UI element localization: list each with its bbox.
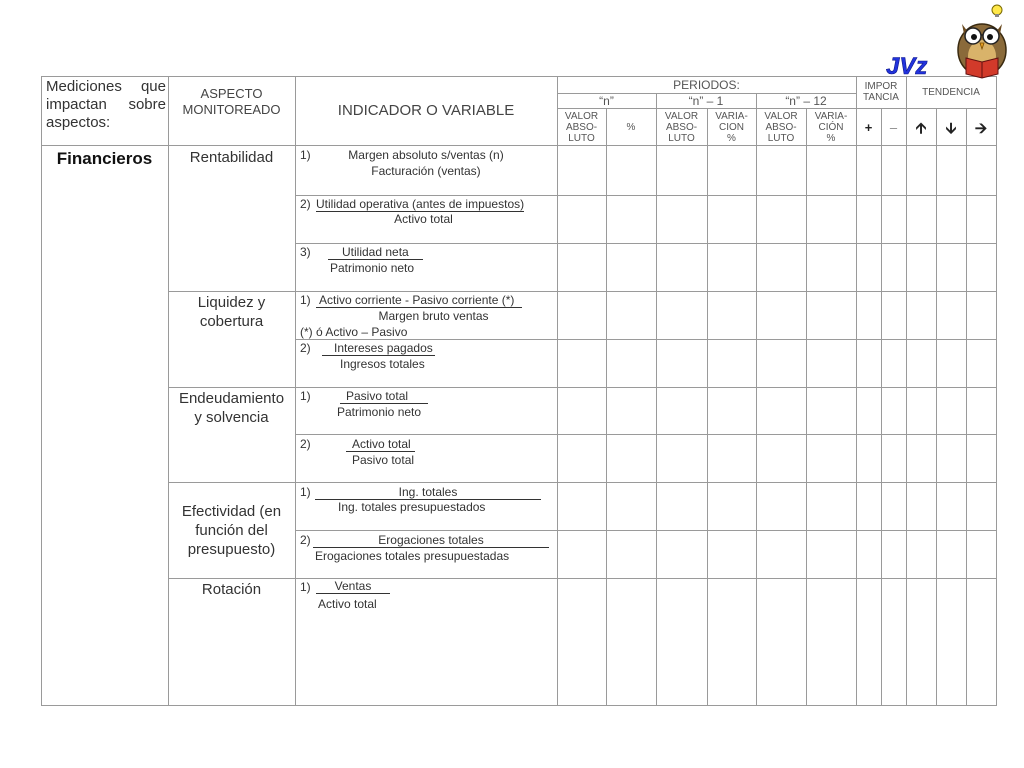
indicator-r1-numerator: Margen absoluto s/ventas (n) [348,148,504,162]
subheader-plus: + [864,120,873,135]
subheader-line: VARIA- [814,111,848,122]
indicator-number: 1) [300,148,311,162]
grid-line [168,578,996,579]
aspect-liquidez-line1: Liquidez y [197,294,266,311]
aspect-endeudamiento-line2: y solvencia [194,409,269,426]
grid-line [41,145,996,146]
subheader-line: LUTO [668,133,695,144]
arrow-right-icon: 🡪 [974,120,988,137]
indicator-l2-numerator [322,341,435,356]
subheader-line: VALOR [664,111,699,122]
indicator-o1-denominator: Activo total [318,597,377,611]
indicator-f1-numerator [315,485,541,500]
header-importancia-line2: TANCIA [863,92,899,103]
indicator-number: 1) [300,580,311,594]
indicator-r3-denominator: Patrimonio neto [330,261,415,275]
indicator-e1-numerator [340,389,428,404]
subheader-line: LUTO [568,133,595,144]
aspect-rentabilidad: Rentabilidad [189,149,274,166]
grid-line [295,530,996,531]
grid-line [295,339,996,340]
indicator-number: 2) [300,197,311,211]
subheader-line: ABSO- [565,122,598,133]
subheader-valor-absoluto-n12 [756,111,806,144]
subheader-line: % [826,133,836,144]
indicator-r2-denominator: Activo total [394,212,453,226]
indicator-e2-numerator [346,437,415,452]
indicator-e1-denominator: Patrimonio neto [337,405,422,419]
indicator-r3-numerator-text: Utilidad neta [328,245,423,260]
aspect-liquidez [168,293,295,331]
grid-line [806,108,807,706]
header-period-n-12: “n” – 12 [785,94,827,108]
header-aspecto-line1: ASPECTO [200,86,263,101]
subheader-variacion-n1 [707,111,756,144]
subheader-line: ABSO- [665,122,698,133]
indicator-number: 2) [300,341,311,355]
header-importancia [856,81,906,103]
grid-line [41,76,42,706]
indicator-number: 2) [300,437,311,451]
grid-line [996,76,997,706]
grid-line [707,108,708,706]
subheader-pct-n: % [626,122,636,133]
indicator-f1-numerator-text: Ing. totales [315,485,541,500]
subheader-line: LUTO [767,133,795,144]
indicator-number: 1) [300,389,311,403]
grid-line [906,76,907,706]
aspect-efectividad-line2: función del [195,522,268,539]
arrow-up-icon: 🡩 [915,120,927,137]
grid-line [295,195,996,196]
aspect-efectividad-line3: presupuesto) [187,541,276,558]
aspect-liquidez-line2: cobertura [199,313,264,330]
grid-line [856,76,857,706]
header-tendencia: TENDENCIA [922,87,980,98]
indicator-number: 3) [300,245,311,259]
subheader-line: VALOR [764,111,798,122]
indicator-l2-denominator: Ingresos totales [340,357,425,371]
subheader-line: ABSO- [765,122,797,133]
indicator-f2-numerator [313,533,549,548]
indicator-r3-numerator [328,245,423,260]
subheader-line: VALOR [564,111,599,122]
grid-line [881,108,882,706]
grid-line [966,108,967,706]
grid-line [295,434,996,435]
subheader-line: CIÓN [818,122,844,133]
indicator-l1-numerator-text: Activo corriente - Pasivo corriente (*) [316,293,522,308]
indicator-e2-denominator: Pasivo total [352,453,415,467]
indicator-number: 1) [300,485,311,499]
header-mediciones-line2: impactan sobre [46,96,166,113]
header-aspecto-line2: MONITOREADO [182,102,281,117]
grid-line [557,76,558,706]
indicator-o1-numerator-text: Ventas [316,579,390,594]
indicator-o1-numerator [316,579,390,594]
indicator-f2-numerator-text: Erogaciones totales [313,533,549,548]
indicator-number: 1) [300,293,311,307]
subheader-line: CION [719,122,744,133]
subheader-minus: – [889,120,898,135]
header-mediciones [46,78,166,132]
category-financieros: Financieros [56,149,153,168]
indicator-l1-denominator: Margen bruto ventas [378,309,489,323]
grid-line [606,108,607,706]
grid-line [295,243,996,244]
subheader-line: % [727,133,736,144]
header-period-n-1: “n” – 1 [688,94,724,108]
header-indicador: INDICADOR O VARIABLE [337,102,515,119]
indicator-l1-note: (*) ó Activo – Pasivo [300,325,408,339]
subheader-valor-absoluto-n [557,111,606,144]
grid-line [656,93,657,706]
indicator-f1-denominator: Ing. totales presupuestados [338,500,486,514]
indicator-r1-denominator: Facturación (ventas) [371,164,481,178]
header-period-n: “n” [599,94,614,108]
indicator-l1-numerator [316,293,522,308]
indicator-e1-numerator-text: Pasivo total [340,389,428,404]
owl-mascot-icon [884,2,1020,80]
grid-line [168,482,996,483]
indicator-e2-numerator-text: Activo total [346,437,415,452]
logo-text: JVz [886,53,928,80]
grid-line [936,108,937,706]
indicator-r2-numerator-text: Utilidad operativa (antes de impuestos) [316,197,525,211]
grid-line [557,108,996,109]
indicator-f2-denominator: Erogaciones totales presupuestadas [315,549,510,563]
aspect-efectividad-line1: Efectividad (en [181,503,282,520]
header-importancia-line1: IMPOR [864,81,898,92]
subheader-line: VARIA- [715,111,748,122]
header-aspecto [168,86,295,118]
subheader-variacion-n12 [806,111,856,144]
grid-line [168,387,996,388]
header-periodos: PERIODOS: [673,78,740,92]
indicator-number: 2) [300,533,311,547]
header-mediciones-line3: aspectos: [46,114,111,131]
header-mediciones-line1: Mediciones que [46,78,166,95]
jvz-logo [884,2,1020,80]
aspect-rotacion: Rotación [201,581,262,598]
indicator-r2-numerator [316,197,524,212]
grid-line [756,93,757,706]
arrow-down-icon: 🡫 [945,120,957,137]
subheader-valor-absoluto-n1 [656,111,707,144]
grid-line [41,705,996,706]
aspect-endeudamiento-line1: Endeudamiento [178,390,285,407]
aspect-endeudamiento [168,389,295,427]
indicator-l2-numerator-text: Intereses pagados [322,341,435,356]
aspect-efectividad [168,502,295,559]
grid-line [41,76,996,77]
grid-line [168,291,996,292]
